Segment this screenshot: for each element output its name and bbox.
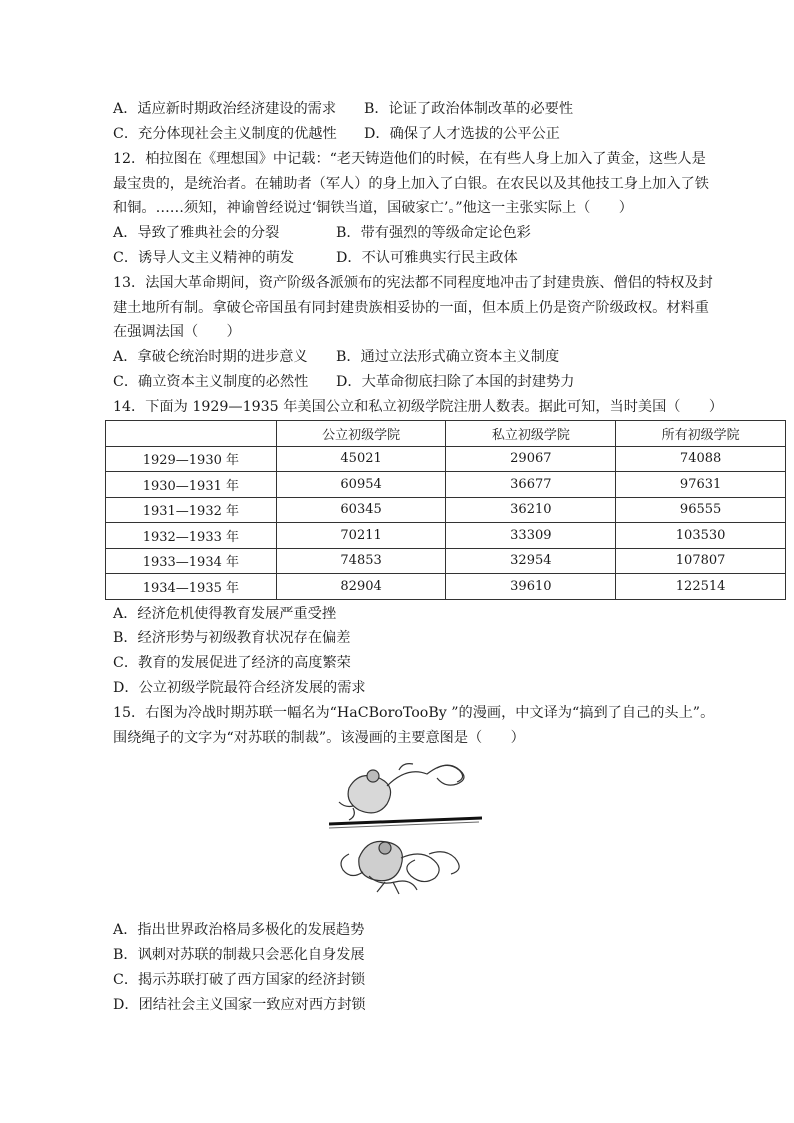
q11-option-a[interactable]: A．适应新时期政治经济建设的需求 [113,101,337,117]
table-cell: 74088 [616,446,786,472]
table-header-cell: 所有初级学院 [616,421,786,447]
table-cell: 60954 [276,472,446,498]
q11-option-b[interactable]: B．论证了政治体制改革的必要性 [364,101,574,117]
q13-option-b[interactable]: B．通过立法形式确立资本主义制度 [336,349,560,365]
q13-stem-line-1: 13．法国大革命期间，资产阶级各派颁布的宪法都不同程度地冲击了封建贵族、僧侣的特权及封 [113,275,713,291]
table-cell: 70211 [276,523,446,549]
q14-stem: 14．下面为 1929—1935 年美国公立和私立初级学院注册人数表。据此可知，当时美国（ ） [113,399,724,415]
table-cell: 1929—1930 年 [106,446,277,472]
table-header-cell: 公立初级学院 [276,421,446,447]
q14-option-d[interactable]: D．公立初级学院最符合经济发展的需求 [113,680,366,696]
q14-option-b[interactable]: B．经济形势与初级教育状况存在偏差 [113,630,351,646]
table-row [106,574,786,600]
table-cell: 45021 [276,446,446,472]
q15-option-b[interactable]: B．讽刺对苏联的制裁只会恶化自身发展 [113,947,365,963]
q12-option-c[interactable]: C．诱导人文主义精神的萌发 [113,250,295,266]
enrollment-table [105,420,786,600]
q13-option-c[interactable]: C．确立资本主义制度的必然性 [113,374,309,390]
table-cell: 1930—1931 年 [106,472,277,498]
q15-stem-line-1: 15．右图为冷战时期苏联一幅名为“HaCBoroTooBy ”的漫画，中文译为“搞到了自己的头上”。 [113,705,715,721]
q13-option-a[interactable]: A．拿破仑统治时期的进步意义 [113,349,308,365]
table-cell: 74853 [276,548,446,574]
q11-option-c[interactable]: C．充分体现社会主义制度的优越性 [113,126,337,142]
table-row [106,497,786,523]
table-header-cell: 私立初级学院 [446,421,616,447]
table-cell: 122514 [616,574,786,600]
q15-stem-line-2: 围绕绳子的文字为“对苏联的制裁”。该漫画的主要意图是（ ） [113,730,525,746]
q12-stem-line-2: 最宝贵的，是统治者。在辅助者（军人）的身上加入了白银。在农民以及其他技工身上加入了铁 [113,176,709,192]
table-row [106,523,786,549]
table-cell: 96555 [616,497,786,523]
table-cell: 1934—1935 年 [106,574,277,600]
table-header-cell [106,421,277,447]
table-cell: 107807 [616,548,786,574]
table-row [106,446,786,472]
table-cell: 1933—1934 年 [106,548,277,574]
q12-option-a[interactable]: A．导致了雅典社会的分裂 [113,225,280,241]
q14-option-c[interactable]: C．教育的发展促进了经济的高度繁荣 [113,655,351,671]
q11-option-d[interactable]: D．确保了人才选拔的公平公正 [364,126,560,142]
table-row [106,548,786,574]
q12-stem-line-3: 和铜。……须知，神谕曾经说过‘铜铁当道，国破家亡’。”他这一主张实际上（ ） [113,200,633,216]
table-cell: 36677 [446,472,616,498]
q13-stem-line-3: 在强调法国（ ） [113,324,241,340]
table-cell: 39610 [446,574,616,600]
q15-option-a[interactable]: A．指出世界政治格局多极化的发展趋势 [113,922,365,938]
q15-option-c[interactable]: C．揭示苏联打破了西方国家的经济封锁 [113,972,366,988]
table-header-row [106,421,786,447]
q13-stem-line-2: 建土地所有制。拿破仑帝国虽有同封建贵族相妥协的一面，但本质上仍是资产阶级政权。材料重 [113,300,709,316]
table-cell: 103530 [616,523,786,549]
table-cell: 60345 [276,497,446,523]
table-cell: 82904 [276,574,446,600]
q13-option-d[interactable]: D．大革命彻底扫除了本国的封建势力 [336,374,575,390]
table-cell: 1932—1933 年 [106,523,277,549]
q14-option-a[interactable]: A．经济危机使得教育发展严重受挫 [113,606,337,622]
table-cell: 36210 [446,497,616,523]
table-cell: 32954 [446,548,616,574]
q12-option-d[interactable]: D．不认可雅典实行民主政体 [336,250,518,266]
q12-stem-line-1: 12．柏拉图在《理想国》中记载：“老天铸造他们的时候，在有些人身上加入了黄金，这些人是 [113,151,706,167]
table-cell: 97631 [616,472,786,498]
cartoon-illustration-icon [329,758,482,900]
q12-option-b[interactable]: B．带有强烈的等级命定论色彩 [336,225,531,241]
q15-option-d[interactable]: D．团结社会主义国家一致应对西方封锁 [113,997,366,1013]
table-row [106,472,786,498]
table-cell: 1931—1932 年 [106,497,277,523]
table-cell: 33309 [446,523,616,549]
table-cell: 29067 [446,446,616,472]
